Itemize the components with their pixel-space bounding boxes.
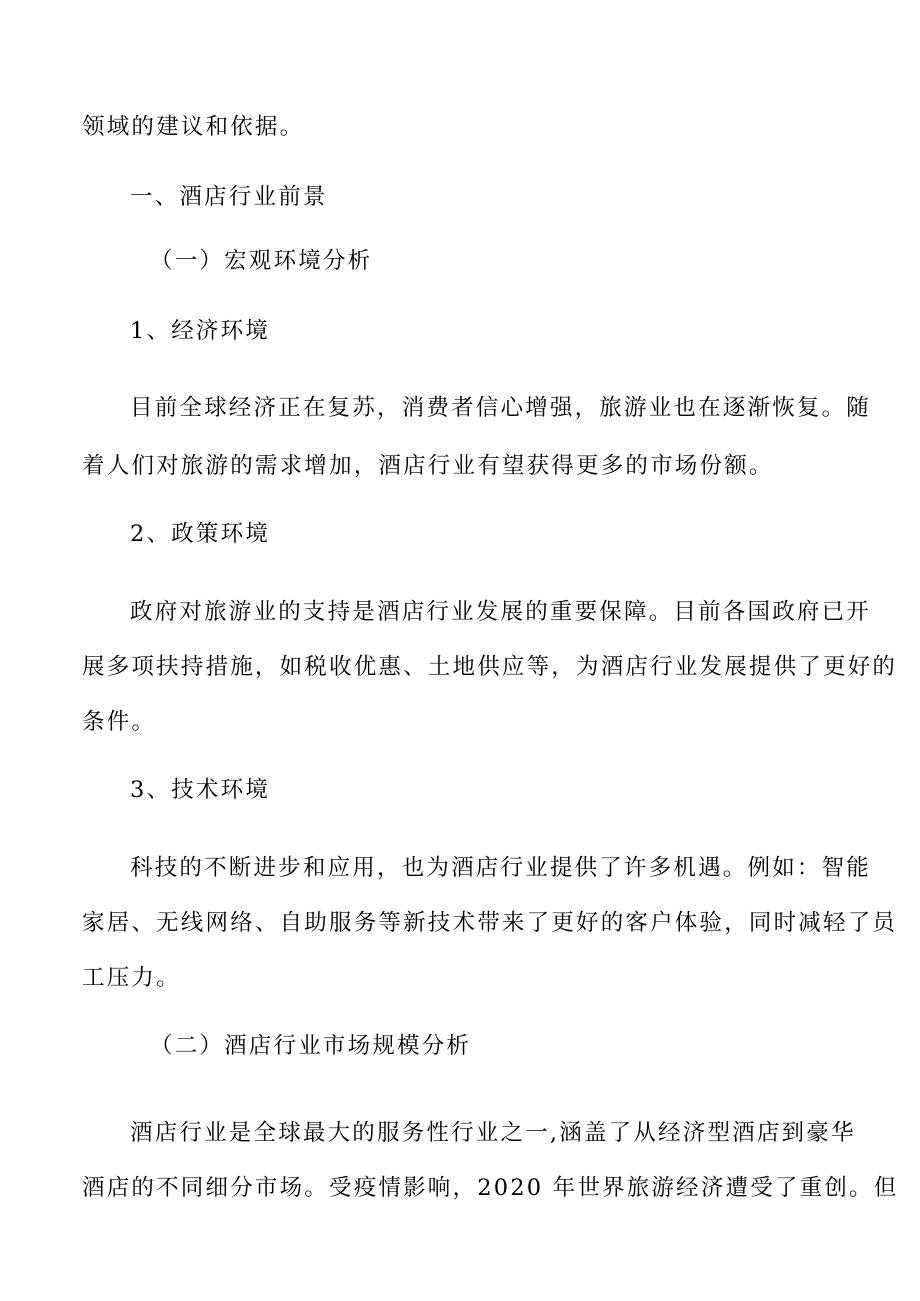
- item-heading: 3、技术环境: [130, 777, 271, 803]
- paragraph-line: 着人们对旅游的需求增加，酒店行业有望获得更多的市场份额。: [82, 453, 774, 479]
- subsection-heading: （一）宏观环境分析: [150, 248, 373, 274]
- paragraph-line: 工压力。: [82, 965, 181, 991]
- paragraph-line: 酒店的不同细分市场。受疫情影响，2020 年世界旅游经济遭受了重创。但: [82, 1175, 899, 1201]
- paragraph-line: 条件。: [82, 709, 157, 735]
- paragraph-line: 政府对旅游业的支持是酒店行业发展的重要保障。目前各国政府已开: [130, 599, 872, 625]
- paragraph-continuation: 领域的建议和依据。: [82, 114, 305, 140]
- paragraph-line: 家居、无线网络、自助服务等新技术带来了更好的客户体验，同时减轻了员: [82, 910, 898, 936]
- paragraph-line: 展多项扶持措施，如税收优惠、土地供应等，为酒店行业发展提供了更好的: [82, 654, 898, 680]
- paragraph-line: 科技的不断进步和应用，也为酒店行业提供了许多机遇。例如：智能: [130, 855, 872, 881]
- paragraph-line: 酒店行业是全球最大的服务性行业之一,涵盖了从经济型酒店到豪华: [130, 1120, 856, 1146]
- paragraph-line: 目前全球经济正在复苏，消费者信心增强，旅游业也在逐渐恢复。随: [130, 395, 872, 421]
- item-heading: 2、政策环境: [130, 521, 271, 547]
- section-heading: 一、酒店行业前景: [130, 184, 328, 210]
- subsection-heading: （二）酒店行业市场规模分析: [150, 1033, 472, 1059]
- item-heading: 1、经济环境: [130, 318, 271, 344]
